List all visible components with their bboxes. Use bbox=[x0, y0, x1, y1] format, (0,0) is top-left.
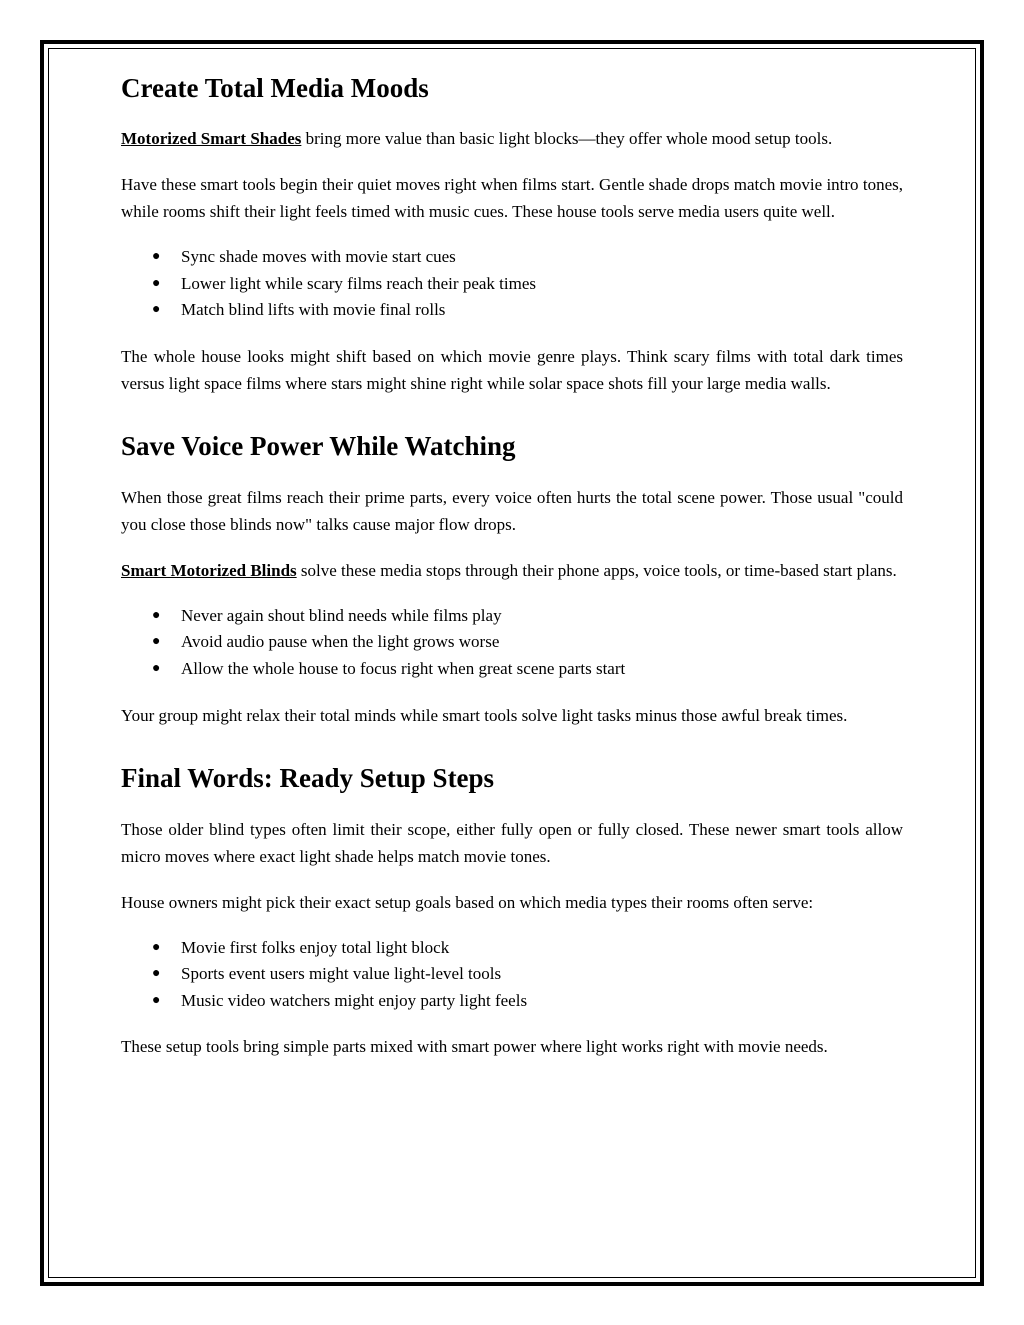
bullet-icon: ● bbox=[152, 607, 161, 623]
bullet-icon: ● bbox=[152, 660, 161, 676]
section-heading: Create Total Media Moods bbox=[121, 73, 429, 103]
list-item-text: Avoid audio pause when the light grows worse bbox=[181, 632, 500, 652]
smart-motorized-blinds-link[interactable]: Smart Motorized Blinds bbox=[121, 560, 297, 580]
list-item-text: Music video watchers might enjoy party light feels bbox=[181, 990, 528, 1010]
list-item-text: Match blind lifts with movie final rolls bbox=[181, 300, 446, 320]
list-item-text: Lower light while scary films reach their peak times bbox=[181, 273, 536, 293]
list-item-text: Sports event users might value light-level tools bbox=[181, 964, 502, 984]
section-heading: Save Voice Power While Watching bbox=[121, 430, 516, 461]
paragraph bbox=[121, 125, 903, 152]
list-item bbox=[121, 935, 903, 962]
bullet-list bbox=[121, 603, 903, 683]
bullet-icon: ● bbox=[152, 992, 161, 1008]
paragraph-text: bring more value than basic light blocks—they offer whole mood setup tools. bbox=[301, 129, 833, 148]
paragraph: Your group might relax their total minds while smart tools solve light tasks minus those awful break times. bbox=[121, 705, 848, 725]
list-item-text: Sync shade moves with movie start cues bbox=[181, 247, 456, 266]
section-heading: Final Words: Ready Setup Steps bbox=[121, 762, 495, 793]
list-item bbox=[121, 297, 903, 324]
list-item bbox=[121, 603, 903, 630]
bullet-list bbox=[121, 244, 903, 324]
list-item-text: Movie first folks enjoy total light block bbox=[181, 937, 450, 957]
motorized-smart-shades-link[interactable]: Motorized Smart Shades bbox=[121, 129, 302, 148]
list-item-text: Never again shout blind needs while films play bbox=[181, 605, 502, 625]
list-item bbox=[121, 244, 903, 271]
paragraph: Have these smart tools begin their quiet moves right when films start. Gentle shade drops match movie intro tones, while rooms shift their light feels timed with music cues. These house tools serve media users quite well. bbox=[121, 175, 903, 221]
paragraph: Those older blind types often limit their scope, either fully open or fully closed. These newer smart tools allow micro moves where exact light shade helps match movie tones. bbox=[121, 819, 903, 866]
list-item-text: Allow the whole house to focus right when great scene parts start bbox=[181, 658, 626, 678]
paragraph: The whole house looks might shift based on which movie genre plays. Think scary films with total dark times versus light space films where stars might shine right while solar space shots fill your large media walls. bbox=[121, 346, 903, 393]
bullet-icon: ● bbox=[152, 634, 161, 650]
list-item bbox=[121, 988, 903, 1015]
paragraph-text: solve these media stops through their phone apps, voice tools, or time-based start plans. bbox=[296, 560, 897, 580]
paragraph bbox=[121, 557, 903, 584]
bullet-icon: ● bbox=[152, 249, 161, 264]
list-item bbox=[121, 656, 903, 683]
bullet-icon: ● bbox=[152, 275, 161, 291]
list-item bbox=[121, 961, 903, 988]
bullet-icon: ● bbox=[152, 302, 161, 318]
list-item bbox=[121, 629, 903, 656]
bullet-icon: ● bbox=[152, 939, 161, 955]
paragraph: When those great films reach their prime parts, every voice often hurts the total scene power. Those usual "could you close those blinds now" talks cause major flow drops. bbox=[121, 487, 903, 534]
paragraph: These setup tools bring simple parts mixed with smart power where light works right with movie needs. bbox=[121, 1037, 828, 1057]
bullet-list bbox=[121, 935, 903, 1015]
document-body bbox=[121, 70, 903, 1060]
paragraph: House owners might pick their exact setup goals based on which media types their rooms often serve: bbox=[121, 892, 814, 912]
list-item bbox=[121, 271, 903, 298]
bullet-icon: ● bbox=[152, 966, 161, 982]
